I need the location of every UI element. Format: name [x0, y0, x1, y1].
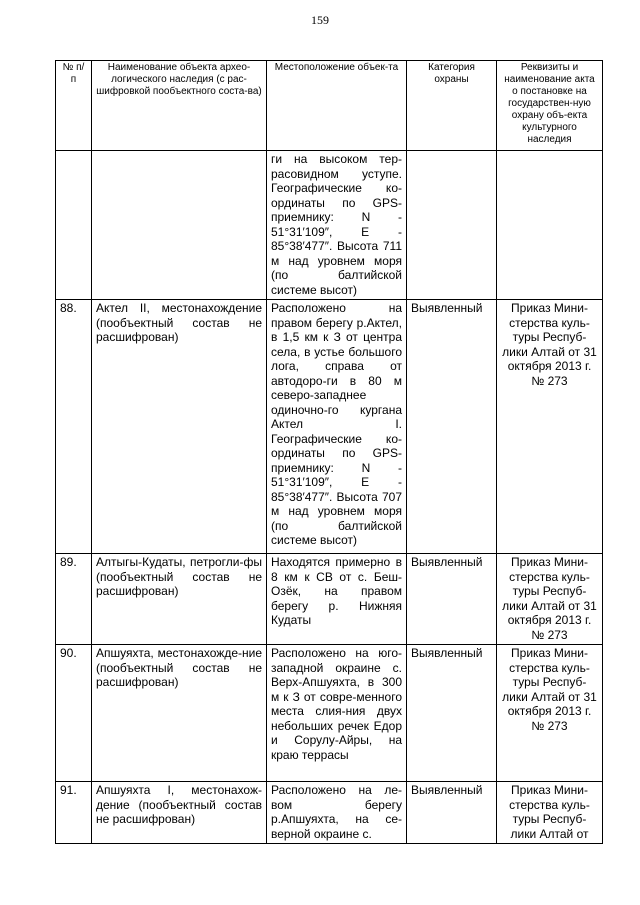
table-header-row [56, 61, 603, 151]
header-location: Местоположение объек-та [267, 61, 407, 151]
row-category [407, 151, 497, 300]
table-row [56, 782, 603, 844]
row-number: 91. [56, 782, 92, 844]
row-object-name [92, 151, 267, 300]
row-object-name: Актел II, местонахождение (пообъектный состав не расшифрован) [92, 300, 267, 554]
row-act: Приказ Мини-стерства куль-туры Респуб-лики Алтай от [497, 782, 603, 844]
row-number: 88. [56, 300, 92, 554]
table-row [56, 151, 603, 300]
row-act: Приказ Мини-стерства куль-туры Респуб-лики Алтай от 31 октября 2013 г. № 273 [497, 645, 603, 782]
table-row [56, 300, 603, 554]
row-location: Находятся примерно в 8 км к СВ от с. Беш-Озёк, на правом берегу р. Нижняя Кудаты [267, 554, 407, 645]
row-category: Выявленный [407, 645, 497, 782]
row-number [56, 151, 92, 300]
row-location: ги на высоком тер-расовидном уступе. Географические ко-ординаты по GPS-приемнику: N - 51°31′109″, E - 85°38′477″. Высота 711 м над уровнем моря (по балтийской системе высот) [267, 151, 407, 300]
row-act: Приказ Мини-стерства куль-туры Респуб-лики Алтай от 31 октября 2013 г. № 273 [497, 300, 603, 554]
header-number: № п/п [56, 61, 92, 151]
row-number: 89. [56, 554, 92, 645]
row-act [497, 151, 603, 300]
row-object-name: Апшуяхта, местонахожде-ние (пообъектный состав не расшифрован) [92, 645, 267, 782]
table-row [56, 645, 603, 782]
page-number: 159 [311, 13, 329, 27]
row-location: Расположено на правом берегу р.Актел, в 1,5 км к З от центра села, в устье большого лога, справа от автодоро-ги в 80 м северо-западнее одиночно-го кургана Актел I. Географические ко-ординаты по GPS-приемнику: N - 51°31′109″, E - 85°38′477″. Высота 707 м над уровнем моря (по балтийской системе высот) [267, 300, 407, 554]
heritage-registry-table [55, 60, 603, 844]
row-location: Расположено на ле-вом берегу р.Апшуяхта, на се-верной окраине с. [267, 782, 407, 844]
table-row [56, 554, 603, 645]
header-act-details: Реквизиты и наименование акта о постановке на государствен-ную охрану объ-екта культурного наследия [497, 61, 603, 151]
row-category: Выявленный [407, 782, 497, 844]
row-object-name: Алтыгы-Кудаты, петрогли-фы (пообъектный состав не расшифрован) [92, 554, 267, 645]
row-category: Выявленный [407, 300, 497, 554]
row-number: 90. [56, 645, 92, 782]
header-object-name: Наименование объекта архео-логического наследия (с рас-шифровкой пообъектного соста-ва) [92, 61, 267, 151]
row-act: Приказ Мини-стерства куль-туры Респуб-лики Алтай от 31 октября 2013 г. № 273 [497, 554, 603, 645]
row-object-name: Апшуяхта I, местонахож-дение (пообъектный состав не расшифрован) [92, 782, 267, 844]
row-category: Выявленный [407, 554, 497, 645]
row-location: Расположено на юго-западной окраине с. Верх-Апшуяхта, в 300 м к З от совре-менного места слия-ния двух небольших речек Едор и Сорулу-Айры, на краю террасы [267, 645, 407, 782]
header-protection-category: Категория охраны [407, 61, 497, 151]
